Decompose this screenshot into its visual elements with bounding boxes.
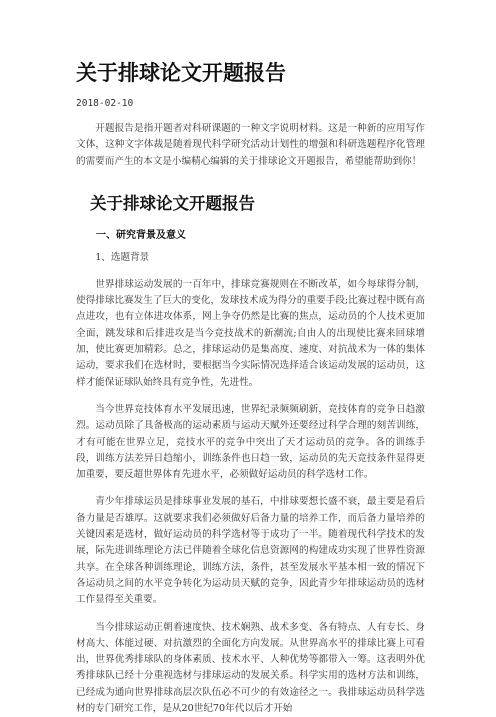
publish-date: 2018-02-10 (76, 98, 134, 109)
body-paragraph: 当今排球运动正朝着速度快、技术娴熟、战术多变、各有特点、人有专长、身材高大、体能过硬、对抗激烈的全面化方向发展。从世界高水平的排球比赛上可看出，世界优秀排球队的身体素质、技术水平、人种优势等都带入一筹。这表明外优秀排球队已经十分重视选材与排球运动的发展关系。科学实用的选材方法和训练，已经成为通向世界排球高层次队伍必不可少的有效途径之一。我排球运动员科学选材的专门研究工作，是从20世纪70年代以后才开始 (76, 621, 425, 715)
section-heading-background: 一、研究背景及意义 (96, 229, 186, 241)
report-subtitle: 关于排球论文开题报告 (90, 193, 255, 213)
intro-paragraph: 开题报告是指开题者对科研课题的一种文字说明材料。这是一种新的应用写作文体，这种文字体裁是随着现代科学研究活动计划性的增强和科研选题程序化管理的需要而产生的本文是小编精心编辑的关于排球论文开题报告，希望能帮助到你！ (76, 123, 425, 167)
document-title: 关于排球论文开题报告 (76, 61, 286, 85)
body-paragraph: 当今世界竞技体育水平发展迅速，世界纪录频频刷新，竞技体育的竞争日趋激烈。运动员除了具备极高的运动素质与运动天赋外还要经过科学合理的刻苦训练，才有可能在世界立足，竞技水平的竞争中突出了天才运动员的竞争。各的训练手段，训练方法差异日趋缩小，训练条件也日趋一致，运动员的先天竞技条件显得更加重要，要反超世界体育先进水平，必须做好运动员的科学选材工作。 (76, 403, 425, 481)
body-paragraph: 世界排球运动发展的一百年中，排球竞赛规则在不断改革，如今每球得分制，使得排球比赛发生了巨大的变化，发球技术成为得分的重要手段;比赛过程中既有高点进攻，也有立体进攻体系，网上争夺仍然是比赛的焦点，运动员的个人技术更加全面，跳发球和后排进攻是当今竞技战术的新潮流;自由人的出现使比赛来回球增加，使比赛更加精彩。总之，排球运动仍是集高度、速度、对抗战术为一体的集体运动，要求我们在选材时，要根据当今实际情况选择适合该运动发展的运动员，这样才能保证球队始终具有竞争性，先进性。 (76, 278, 425, 388)
body-paragraph: 青少年排球运员是排球事业发展的基石，中排球要想长盛不衰，最主要是看后备力量是否雄厚。这就要求我们必须做好后备力量的培养工作，而后备力量培养的关键因素是选材，做好运动员的科学选材等于成功了一半。随着现代科学技术的发展，际先进训练理论方法已伴随着全球化信息资源网的构建成功实现了世界性资源共享。在全球各种训练理论，训练方法，条件，甚至发展水平基本相一致的情况下各运动员之间的水平竞争转化为运动员天赋的竞争，因此青少年排球运动员的选材工作显得至关重要。 (76, 496, 425, 606)
subsection-heading-topic: 1、选题背景 (95, 251, 150, 263)
